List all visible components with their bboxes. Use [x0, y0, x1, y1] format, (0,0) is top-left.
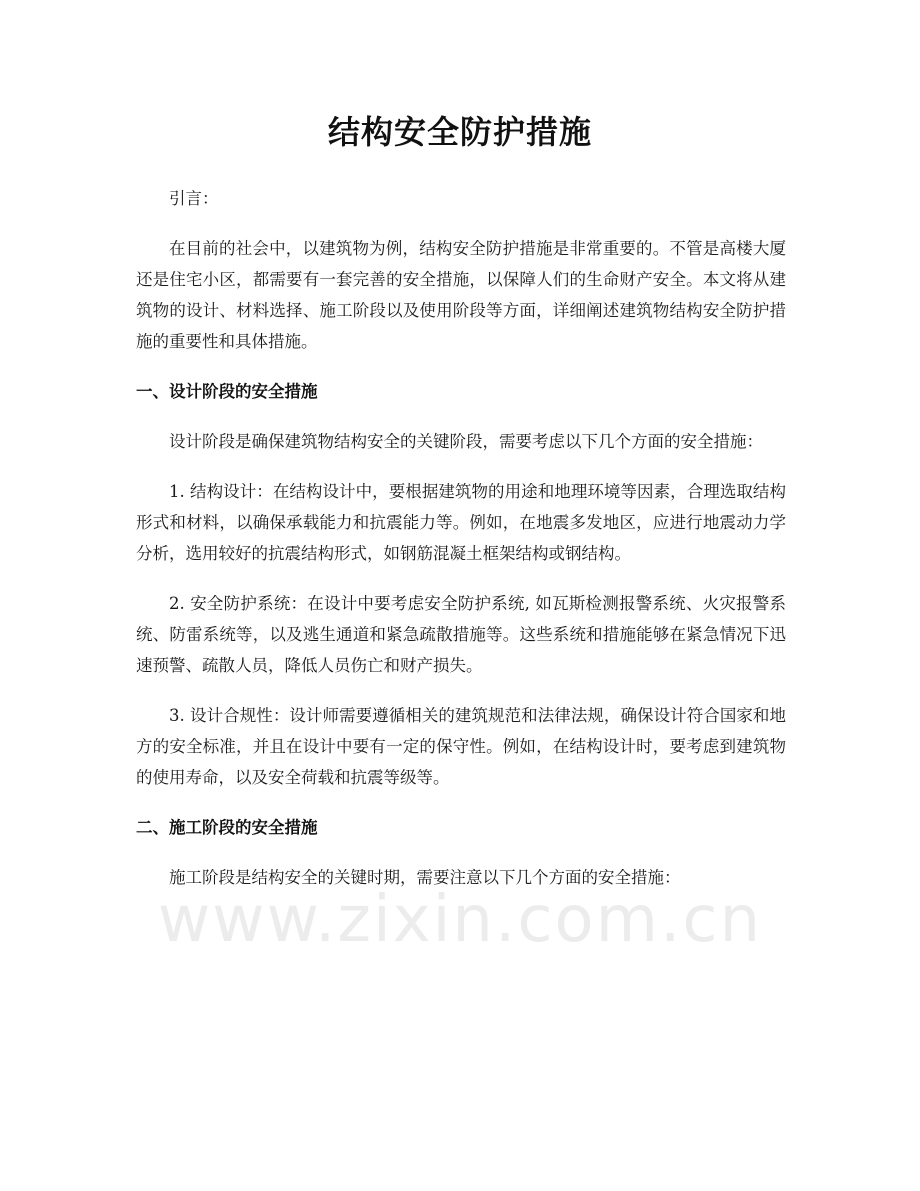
document-title: 结构安全防护措施 — [327, 113, 592, 151]
design-item-safety-system: 2. 安全防护系统：在设计中要考虑安全防护系统, 如瓦斯检测报警系统、火灾报警系统、防雷系统等，以及逃生通道和紧急疏散措施等。这些系统和措施能够在紧急情况下迅速预警、疏散人员，降低人员伤亡和财产损失。 — [136, 594, 786, 675]
document-body — [136, 183, 786, 893]
intro-paragraph: 在目前的社会中，以建筑物为例，结构安全防护措施是非常重要的。不管是高楼大厦还是住宅小区，都需要有一套完善的安全措施，以保障人们的生命财产安全。本文将从建筑物的设计、材料选择、施工阶段以及使用阶段等方面，详细阐述建筑物结构安全防护措施的重要性和具体措施。 — [136, 239, 786, 351]
design-item-compliance: 3. 设计合规性：设计师需要遵循相关的建筑规范和法律法规，确保设计符合国家和地方的安全标准，并且在设计中要有一定的保守性。例如，在结构设计时，要考虑到建筑物的使用寿命，以及安全荷载和抗震等级等。 — [136, 706, 786, 787]
intro-label: 引言： — [169, 189, 219, 208]
design-item-structure: 1. 结构设计：在结构设计中，要根据建筑物的用途和地理环境等因素，合理选取结构形式和材料，以确保承载能力和抗震能力等。例如，在地震多发地区，应进行地震动力学分析，选用较好的抗震结构形式，如钢筋混凝土框架结构或钢结构。 — [136, 482, 786, 563]
section-heading-construction: 二、施工阶段的安全措施 — [136, 818, 318, 837]
design-intro-paragraph: 设计阶段是确保建筑物结构安全的关键阶段，需要考虑以下几个方面的安全措施： — [169, 432, 763, 451]
watermark-text: www.zixin.com.cn — [157, 883, 763, 957]
section-heading-design: 一、设计阶段的安全措施 — [136, 382, 318, 401]
construction-intro-paragraph: 施工阶段是结构安全的关键时期，需要注意以下几个方面的安全措施： — [169, 868, 681, 887]
